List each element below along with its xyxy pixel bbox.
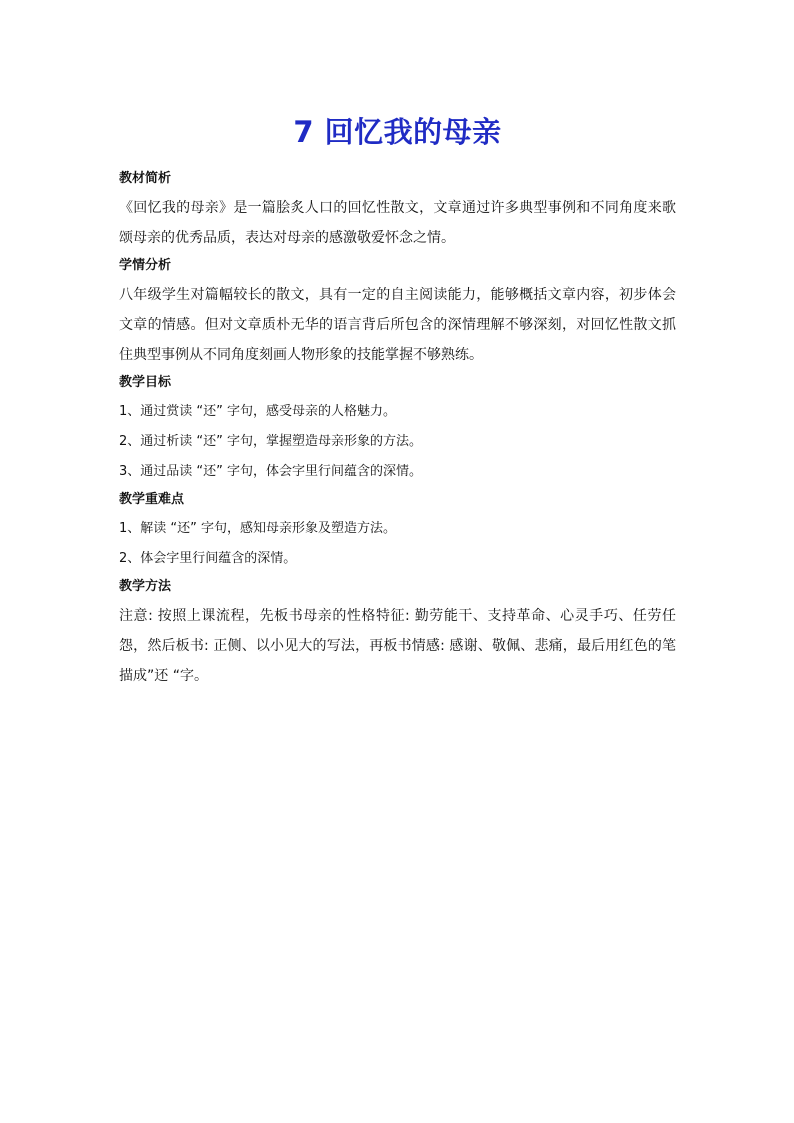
analysis-paragraph: 《回忆我的母亲》是一篇脍炙人口的回忆性散文，文章通过许多典型事例和不同角度来歌颂母亲的优秀品质，表达对母亲的感激敬爱怀念之情。	[119, 200, 676, 246]
section-goals	[119, 370, 676, 487]
section-heading-goals: 教学目标	[119, 375, 172, 390]
section-students	[119, 253, 676, 370]
section-heading-keypoints: 教学重难点	[119, 492, 185, 507]
methods-paragraph: 注意: 按照上课流程，先板书母亲的性格特征: 勤劳能干、支持革命、心灵手巧、任劳任怨，然后板书: 正侧、以小见大的写法，再板书情感: 感谢、敬佩、悲痛，最后用红色的笔描成”还 “字。	[119, 608, 676, 684]
goal-item-3: 3、通过品读 “还” 字句，体会字里行间蕴含的深情。	[119, 464, 423, 479]
section-heading-analysis: 教材简析	[119, 171, 172, 186]
keypoint-item-1: 1、解读 “还” 字句，感知母亲形象及塑造方法。	[119, 521, 397, 536]
section-analysis	[119, 166, 676, 253]
students-paragraph: 八年级学生对篇幅较长的散文，具有一定的自主阅读能力，能够概括文章内容，初步体会文章的情感。但对文章质朴无华的语言背后所包含的深情理解不够深刻，对回忆性散文抓住典型事例从不同角度刻画人物形象的技能掌握不够熟练。	[119, 287, 676, 363]
keypoint-item-2: 2、体会字里行间蕴含的深情。	[119, 551, 297, 566]
section-heading-methods: 教学方法	[119, 579, 172, 594]
section-methods	[119, 574, 676, 691]
section-heading-students: 学情分析	[119, 258, 172, 273]
section-keypoints	[119, 487, 676, 574]
goal-item-2: 2、通过析读 “还” 字句，掌握塑造母亲形象的方法。	[119, 434, 423, 449]
document-title: 7 回忆我的母亲	[293, 115, 502, 149]
goal-item-1: 1、通过赏读 “还” 字句，感受母亲的人格魅力。	[119, 404, 397, 419]
